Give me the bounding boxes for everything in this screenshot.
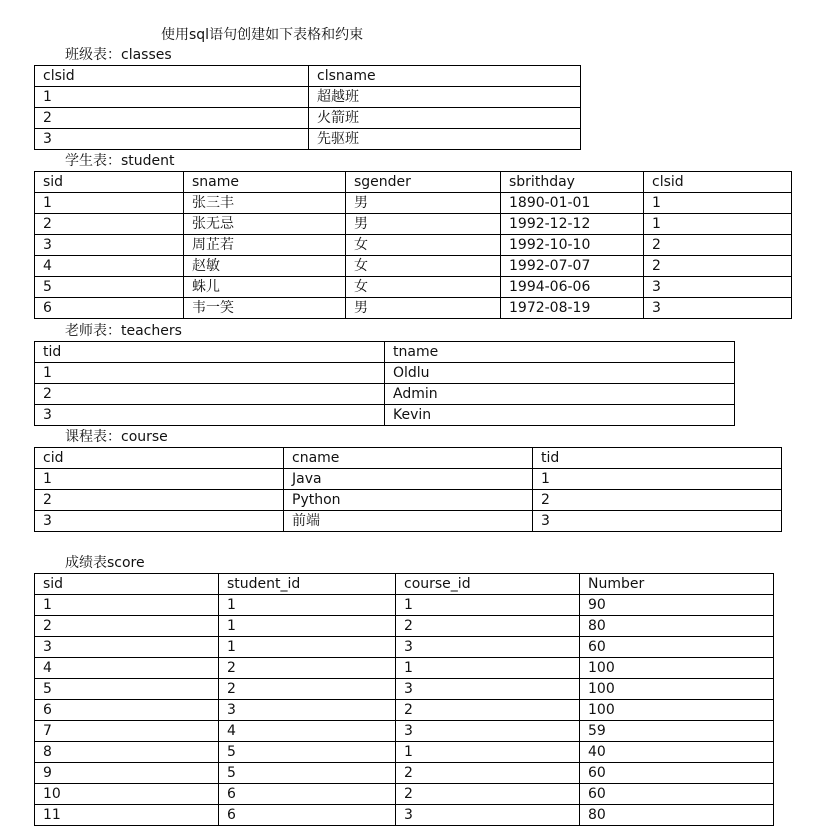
table-cell: 3: [35, 405, 385, 426]
table-cell: 6: [219, 805, 396, 826]
table-cell: 男: [346, 193, 501, 214]
table-cell: 3: [35, 637, 219, 658]
table-cell: 男: [346, 298, 501, 319]
table-row: [35, 193, 792, 214]
page-title: 使用sql语句创建如下表格和约束: [161, 27, 364, 43]
table-cell: 5: [219, 763, 396, 784]
table-cell: 1: [35, 193, 184, 214]
table-label-teachers: 老师表：teachers: [65, 323, 182, 339]
table-cell: 周芷若: [184, 235, 346, 256]
table-label-student: 学生表：student: [65, 153, 175, 169]
table-cell: 1972-08-19: [501, 298, 644, 319]
table-cell: 1: [644, 214, 792, 235]
table-cell: 1: [35, 87, 309, 108]
table-cell: 3: [219, 700, 396, 721]
table-label-classes: 班级表：classes: [65, 47, 172, 63]
table-cell: 2: [533, 490, 782, 511]
table-cell: 女: [346, 235, 501, 256]
table-cell: 前端: [284, 511, 533, 532]
table-cell: 韦一笑: [184, 298, 346, 319]
table-row: [35, 214, 792, 235]
table-cell: 张无忌: [184, 214, 346, 235]
table-cell: 2: [35, 384, 385, 405]
table-cell: 1: [35, 469, 284, 490]
table-cell: 赵敏: [184, 256, 346, 277]
header-cell: cname: [284, 448, 533, 469]
table-cell: 5: [35, 679, 219, 700]
table-cell: 3: [644, 277, 792, 298]
teachers-table: [34, 341, 735, 426]
table-cell: 60: [580, 784, 774, 805]
table-row: [35, 616, 774, 637]
table-row: [35, 784, 774, 805]
table-cell: 1: [533, 469, 782, 490]
table-cell: 9: [35, 763, 219, 784]
table-row: [35, 490, 782, 511]
table-cell: 2: [35, 108, 309, 129]
table-row: [35, 235, 792, 256]
table-cell: 6: [219, 784, 396, 805]
table-cell: 10: [35, 784, 219, 805]
table-cell: 男: [346, 214, 501, 235]
table-cell: 2: [219, 679, 396, 700]
header-cell: course_id: [396, 574, 580, 595]
table-cell: Python: [284, 490, 533, 511]
header-cell: tname: [385, 342, 735, 363]
table-row: [35, 384, 735, 405]
table-cell: Admin: [385, 384, 735, 405]
table-cell: 蛛儿: [184, 277, 346, 298]
table-cell: 1: [396, 658, 580, 679]
table-row: [35, 469, 782, 490]
header-cell: sbrithday: [501, 172, 644, 193]
table-cell: 40: [580, 742, 774, 763]
table-cell: 2: [644, 235, 792, 256]
student-table: [34, 171, 792, 319]
table-cell: 3: [644, 298, 792, 319]
table-label-score: 成绩表score: [65, 555, 145, 571]
table-cell: 1890-01-01: [501, 193, 644, 214]
table-cell: Oldlu: [385, 363, 735, 384]
table-cell: Java: [284, 469, 533, 490]
table-cell: 女: [346, 277, 501, 298]
table-row: [35, 256, 792, 277]
table-cell: 100: [580, 658, 774, 679]
table-cell: 3: [533, 511, 782, 532]
table-row: [35, 658, 774, 679]
table-cell: 女: [346, 256, 501, 277]
table-row: [35, 277, 792, 298]
table-cell: 3: [35, 235, 184, 256]
table-cell: 2: [396, 763, 580, 784]
table-cell: 1994-06-06: [501, 277, 644, 298]
table-cell: 2: [35, 616, 219, 637]
table-cell: 4: [35, 256, 184, 277]
table-cell: 2: [396, 784, 580, 805]
table-cell: 1992-12-12: [501, 214, 644, 235]
table-row: [35, 700, 774, 721]
course-table: [34, 447, 782, 532]
header-cell: sname: [184, 172, 346, 193]
table-cell: 6: [35, 298, 184, 319]
table-cell: 3: [396, 721, 580, 742]
table-cell: 3: [35, 511, 284, 532]
table-cell: 59: [580, 721, 774, 742]
table-cell: 1: [396, 742, 580, 763]
table-cell: 100: [580, 700, 774, 721]
score-table: [34, 573, 774, 826]
table-row: [35, 679, 774, 700]
table-cell: 80: [580, 805, 774, 826]
table-cell: 6: [35, 700, 219, 721]
table-cell: 张三丰: [184, 193, 346, 214]
header-cell: clsname: [309, 66, 581, 87]
table-cell: 2: [644, 256, 792, 277]
table-cell: 3: [396, 637, 580, 658]
table-cell: 7: [35, 721, 219, 742]
header-cell: clsid: [35, 66, 309, 87]
table-cell: 4: [219, 721, 396, 742]
header-cell: cid: [35, 448, 284, 469]
table-cell: 60: [580, 763, 774, 784]
table-cell: 1: [644, 193, 792, 214]
table-row: [35, 87, 581, 108]
table-row: [35, 405, 735, 426]
table-cell: 火箭班: [309, 108, 581, 129]
table-cell: 1: [219, 595, 396, 616]
table-row: [35, 108, 581, 129]
table-row: [35, 721, 774, 742]
table-header-row: [35, 574, 774, 595]
table-cell: 1: [219, 616, 396, 637]
table-row: [35, 805, 774, 826]
table-cell: 100: [580, 679, 774, 700]
table-cell: 5: [35, 277, 184, 298]
table-cell: 3: [35, 129, 309, 150]
table-row: [35, 595, 774, 616]
header-cell: tid: [35, 342, 385, 363]
header-cell: sid: [35, 172, 184, 193]
table-cell: 11: [35, 805, 219, 826]
table-cell: 2: [219, 658, 396, 679]
classes-table: [34, 65, 581, 150]
table-cell: 5: [219, 742, 396, 763]
table-row: [35, 742, 774, 763]
table-cell: 2: [35, 214, 184, 235]
table-cell: 1992-10-10: [501, 235, 644, 256]
header-cell: Number: [580, 574, 774, 595]
table-header-row: [35, 66, 581, 87]
table-row: [35, 298, 792, 319]
table-cell: 8: [35, 742, 219, 763]
table-cell: 1992-07-07: [501, 256, 644, 277]
table-cell: 3: [396, 805, 580, 826]
table-cell: 90: [580, 595, 774, 616]
table-cell: 先驱班: [309, 129, 581, 150]
table-cell: 2: [35, 490, 284, 511]
table-row: [35, 129, 581, 150]
table-row: [35, 637, 774, 658]
table-row: [35, 763, 774, 784]
table-cell: 4: [35, 658, 219, 679]
table-cell: 3: [396, 679, 580, 700]
table-cell: 1: [35, 363, 385, 384]
header-cell: sid: [35, 574, 219, 595]
table-cell: 1: [219, 637, 396, 658]
table-cell: 1: [35, 595, 219, 616]
table-cell: 2: [396, 700, 580, 721]
header-cell: student_id: [219, 574, 396, 595]
table-label-course: 课程表：course: [65, 429, 168, 445]
header-cell: sgender: [346, 172, 501, 193]
table-header-row: [35, 342, 735, 363]
table-cell: 60: [580, 637, 774, 658]
table-row: [35, 511, 782, 532]
table-cell: Kevin: [385, 405, 735, 426]
table-cell: 2: [396, 616, 580, 637]
table-header-row: [35, 448, 782, 469]
table-row: [35, 363, 735, 384]
table-header-row: [35, 172, 792, 193]
table-cell: 1: [396, 595, 580, 616]
table-cell: 超越班: [309, 87, 581, 108]
header-cell: tid: [533, 448, 782, 469]
table-cell: 80: [580, 616, 774, 637]
header-cell: clsid: [644, 172, 792, 193]
